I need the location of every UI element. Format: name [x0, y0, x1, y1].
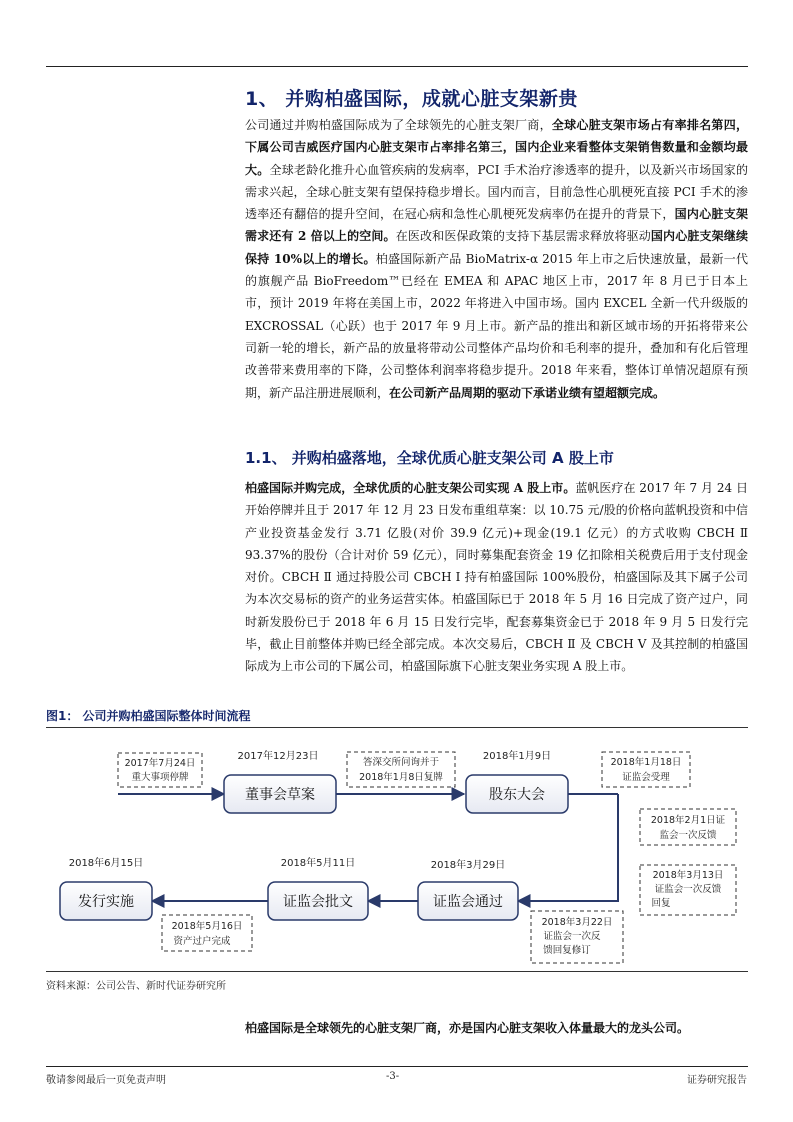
header-rule [46, 66, 748, 67]
note-text: 2018年5月16日 [171, 921, 243, 932]
note-text: 回复 [651, 898, 671, 909]
note-text: 监会一次反馈 [659, 830, 717, 841]
node-label: 证监会通过 [433, 894, 503, 910]
date-label: 2018年1月9日 [482, 751, 552, 762]
note-text: 2018年1月8日复牌 [359, 772, 443, 783]
timeline-diagram [0, 735, 793, 970]
bold-run: 国内心脏支架继续保持 10%以上的增长。 [245, 229, 748, 266]
text-run: 柏盛国际新产品 BioMatrix-α 2015 年上市之后快速放量，最新一代的旗舰产品 BioFreedom™已经在 EMEA 和 APAC 地区上市，2017 年 8 月已于日本上市，预计 2019 年将在美国上市，2022 年将进入中国市场。国内 EXCEL 全新一代升级版的 EXCROSSAL（心跃）也于 2017 年 9 月上市。新产品的推出和新区域市场的开拓将带来公司新一轮的增长，新产品的放量将带动公司整体产品均价和毛利率的提升，叠加和有化后管理改善带来费用率的下降，公司整体利润率将稳步提升。2018 年来看，整体订单情况超原有预期，新产品注册进展顺利， [245, 251, 748, 400]
conclusion-text: 柏盛国际是全球领先的心脏支架厂商，亦是国内心脏支架收入体量最大的龙头公司。 [245, 1021, 690, 1035]
section-heading-1: 1、 并购柏盛国际，成就心脏支架新贵 [245, 88, 578, 110]
bold-run: 在公司新产品周期的驱动下承诺业绩有望超额完成。 [389, 385, 666, 400]
bold-run: 柏盛国际并购完成，全球优质的心脏支架公司实现 A 股上市。 [245, 481, 576, 495]
text-run: 蓝帆医疗在 2017 年 7 月 24 日开始停牌并且于 2017 年 12 月 23 日发布重组草案：以 10.75 元/股的价格向蓝帆投资和中信产业投资基金发行 3.71 亿股(对价 39.9 亿元)+现金(19.1 亿元）的方式收购 CBCH Ⅱ 93.37%的股份（合计对价 59 亿元），同时募集配套资金 19 亿扣除相关税费后用于支付现金对价。CBCH Ⅱ 通过持股公司 CBCH Ⅰ 持有柏盛国际 100%股份，柏盛国际及其下属子公司为本次交易标的资产的业务运营实体。柏盛国际已于 2018 年 5 月 16 日完成了资产过户，同时新发股份已于 2018 年 6 月 15 日发行完毕，配套募集资金已于 2018 年 9 月 5 日发行完毕，截止目前整体并购已经全部完成。本次交易后，CBCH Ⅱ 及 CBCH Ⅴ 及其控制的柏盛国际成为上市公司的下属公司，柏盛国际旗下心脏支架业务实现 A 股上市。 [245, 481, 748, 674]
note-text: 重大事项停牌 [131, 772, 189, 783]
date-label: 2018年3月29日 [430, 860, 506, 871]
figure-top-rule [46, 727, 748, 728]
note-text: 答深交所问询并于 [362, 757, 440, 768]
note-text: 证监会一次反 [543, 931, 601, 942]
note-text: 资产过户完成 [173, 936, 231, 947]
figure-bottom-rule [46, 971, 748, 972]
section-heading-1-1: 1.1、 并购柏盛落地，全球优质心脏支架公司 A 股上市 [245, 449, 614, 467]
figure-title: 图1： 公司并购柏盛国际整体时间流程 [46, 709, 251, 723]
text-run: 全球老龄化推升心血管疾病的发病率，PCI 手术治疗渗透率的提升，以及新兴市场国家的需求兴起，全球心脏支架有望保持稳步增长。国内而言，目前急性心肌梗死直接 PCI 手术的渗透率还有翻倍的提升空间，在冠心病和急性心肌梗死发病率仍在提升的背景下， [245, 162, 748, 222]
footer-report-type: 证券研究报告 [687, 1075, 747, 1086]
note-text: 2017年7月24日 [124, 758, 196, 769]
node-label: 股东大会 [489, 787, 545, 803]
node-label: 发行实施 [78, 894, 134, 910]
section1-paragraph [245, 114, 748, 404]
figure-source: 资料来源：公司公告、新时代证券研究所 [46, 981, 226, 992]
footer-disclaimer: 敬请参阅最后一页免责声明 [46, 1075, 166, 1086]
note-text: 2018年2月1日证 [650, 815, 726, 826]
note-text: 馈回复修订 [543, 945, 591, 956]
section2-paragraph [245, 477, 748, 678]
footer-rule [46, 1066, 748, 1067]
bold-run: 全球心脏支架市场占有率排名第四，下属公司吉威医疗国内心脏支架市占率排名第三，国内企业来看整体支架销售数量和金额均最大。 [245, 118, 748, 177]
note-text: 2018年3月22日 [541, 917, 613, 928]
text-run: 在医改和医保政策的支持下基层需求释放将驱动 [395, 229, 651, 244]
note-text: 2018年1月18日 [610, 757, 682, 768]
node-label: 董事会草案 [245, 787, 315, 803]
node-label: 证监会批文 [283, 894, 353, 910]
text-run: 公司通过并购柏盛国际成为了全球领先的心脏支架厂商， [245, 118, 552, 132]
date-label: 2018年5月11日 [280, 858, 356, 869]
bold-run: 国内心脏支架需求还有 2 倍以上的空间。 [245, 207, 748, 244]
note-text: 2018年3月13日 [652, 870, 724, 881]
note-text: 证监会受理 [622, 772, 670, 783]
date-label: 2017年12月23日 [237, 751, 319, 762]
date-label: 2018年6月15日 [68, 858, 144, 869]
note-text: 证监会一次反馈 [654, 884, 722, 895]
page-number: -3- [386, 1071, 400, 1082]
